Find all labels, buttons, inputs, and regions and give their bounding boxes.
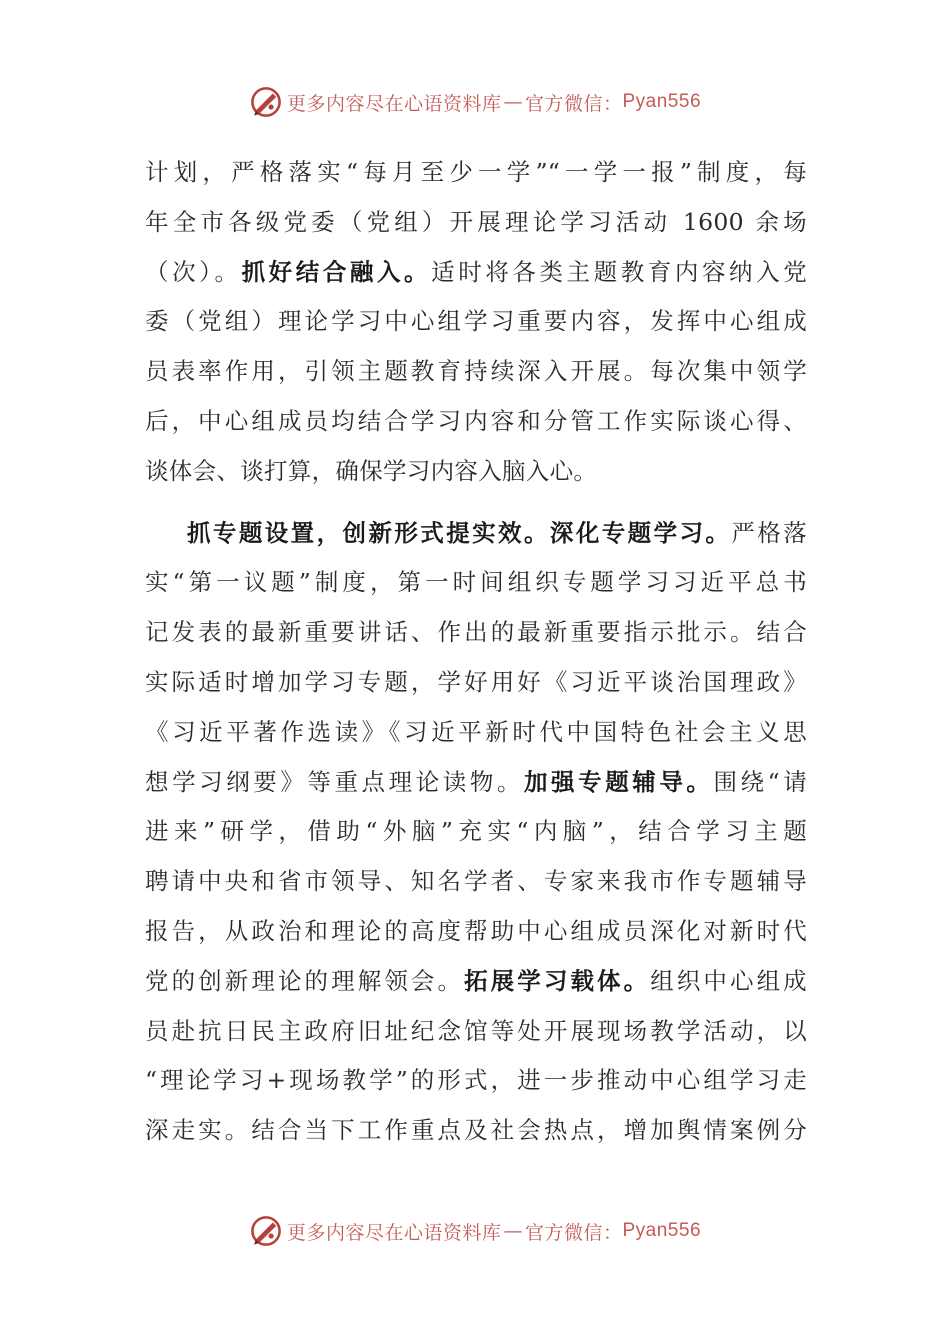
banner-wechat-id: Pyan556 xyxy=(622,1220,702,1241)
body-text: 深走实。结合当下工作重点及社会热点，增加舆情案例分 xyxy=(145,1116,807,1145)
banner-wechat-label: 官方微信： xyxy=(524,1221,623,1244)
banner-separator: — xyxy=(503,1220,523,1242)
body-text: 围绕“请 xyxy=(713,767,808,796)
body-text: 后，中心组成员均结合学习内容和分管工作实际谈心得、 xyxy=(145,406,807,435)
banner-separator: — xyxy=(503,91,523,113)
bold-heading-text: 抓好结合融入。 xyxy=(241,257,432,286)
body-text: 谈体会、谈打算，确保学习内容入脑入心。 xyxy=(145,456,598,485)
banner-brand-text: 更多内容尽在心语资料库 xyxy=(286,1221,502,1244)
body-text: （次）。 xyxy=(145,257,242,286)
body-text: 实际适时增加学习专题，学好用好《习近平谈治国理政》 xyxy=(145,667,807,696)
bold-heading-text: 深化专题学习。 xyxy=(549,518,732,547)
banner-wechat-id: Pyan556 xyxy=(622,91,702,112)
text-line xyxy=(145,397,807,447)
text-line xyxy=(145,1007,807,1057)
text-line xyxy=(145,248,807,298)
text-line xyxy=(145,957,807,1007)
bold-heading-text: 加强专题辅导。 xyxy=(523,767,714,796)
paragraph-spacer xyxy=(145,497,807,509)
text-line xyxy=(145,1056,807,1106)
text-line xyxy=(145,148,807,198)
banner-brand-text: 更多内容尽在心语资料库 xyxy=(286,92,502,115)
bold-heading-text: 抓专题设置，创新形式提实效。 xyxy=(187,518,550,547)
text-line xyxy=(145,758,807,808)
text-line xyxy=(145,658,807,708)
text-line xyxy=(145,558,807,608)
body-text: 想学习纲要》等重点理论读物。 xyxy=(145,767,524,796)
banner-wechat-label: 官方微信： xyxy=(524,92,623,115)
body-text: 聘请中央和省市领导、知名学者、专家来我市作专题辅导 xyxy=(145,867,807,896)
text-line xyxy=(145,807,807,857)
text-line xyxy=(145,509,807,559)
text-line xyxy=(145,297,807,347)
body-text: “理论学习+现场教学”的形式，进一步推动中心组学习走 xyxy=(145,1066,807,1095)
body-text: 组织中心组成 xyxy=(650,966,807,995)
header-watermark-banner xyxy=(0,82,950,122)
body-text: 严格落 xyxy=(731,518,808,547)
body-text: 实“第一议题”制度，第一时间组织专题学习习近平总书 xyxy=(145,568,807,597)
body-text: 员表率作用，引领主题教育持续深入开展。每次集中领学 xyxy=(145,357,807,386)
text-line xyxy=(145,1106,807,1156)
body-text: 委（党组）理论学习中心组学习重要内容，发挥中心组成 xyxy=(145,307,807,336)
text-line xyxy=(145,198,807,248)
body-text: 《习近平著作选读》《习近平新时代中国特色社会主义思 xyxy=(145,717,807,746)
pen-logo-icon xyxy=(249,85,283,119)
text-line xyxy=(145,907,807,957)
body-text: 适时将各类主题教育内容纳入党 xyxy=(431,257,808,286)
body-text: 年全市各级党委（党组）开展理论学习活动 1600 余场 xyxy=(145,207,807,236)
body-text: 党的创新理论的理解领会。 xyxy=(145,966,465,995)
pen-logo-icon xyxy=(249,1214,283,1248)
body-text: 报告，从政治和理论的高度帮助中心组成员深化对新时代 xyxy=(145,916,807,945)
text-line xyxy=(145,708,807,758)
paragraph-2 xyxy=(145,509,807,1156)
footer-watermark-banner xyxy=(0,1211,950,1251)
document-body xyxy=(145,148,807,1156)
text-line xyxy=(145,608,807,658)
body-text: 进来”研学，借助“外脑”充实“内脑”，结合学习主题 xyxy=(145,817,807,846)
body-text: 记发表的最新重要讲话、作出的最新重要指示批示。结合 xyxy=(145,618,807,647)
bold-heading-text: 拓展学习载体。 xyxy=(464,966,651,995)
text-line xyxy=(145,447,807,497)
body-text: 员赴抗日民主政府旧址纪念馆等处开展现场教学活动，以 xyxy=(145,1016,807,1045)
body-text: 计划，严格落实“每月至少一学”“一学一报”制度，每 xyxy=(145,158,807,186)
text-line xyxy=(145,857,807,907)
paragraph-1 xyxy=(145,148,807,497)
text-line xyxy=(145,347,807,397)
